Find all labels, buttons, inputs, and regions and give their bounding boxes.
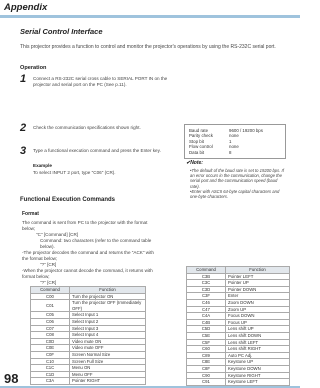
function-cell: Select Input 1 [70,312,146,319]
table-row [187,352,290,359]
command-cell: C3A [31,378,70,385]
column-header: Command [187,267,226,274]
section-title: Appendix [4,2,48,13]
table-row [31,371,146,378]
command-cell: C8F [187,365,226,372]
table-row [31,293,146,300]
command-cell: C5F [187,339,226,346]
example-label: Example [33,163,52,168]
command-cell: C47 [187,306,226,313]
function-cell: Lens shift RIGHT [226,346,290,353]
function-cell: Pointer UP [226,280,290,287]
command-cell: C90 [187,372,226,379]
function-cell: Focus UP [226,319,290,326]
format-line: "C" [Command] [CR] [36,232,79,237]
command-cell: C8E [187,359,226,366]
format-line: -When the projector cannot decode the command, it returns with format below; [22,268,153,279]
table-row [187,326,290,333]
function-cell: Pointer RIGHT [70,378,146,385]
command-cell: C4A [187,313,226,320]
function-cell: Lens shift DOWN [226,332,290,339]
table-row [187,359,290,366]
table-row [187,365,290,372]
table-header-row [187,267,290,274]
function-cell: Keystone RIGHT [226,372,290,379]
table-row [187,313,290,320]
command-cell: C4B [187,319,226,326]
function-cell: Select Input 4 [70,332,146,339]
command-cell: C60 [187,346,226,353]
table-row [187,319,290,326]
column-header: Command [31,287,70,294]
intro-paragraph: This projector provides a function to control and monitor the projector's operations by using the RS-232C serial port. [20,44,276,50]
page-title: Serial Control Interface [20,27,103,36]
command-cell: C00 [31,293,70,300]
format-line: -The projector decodes the command and returns the "ACK" with the format below; [22,250,154,261]
table-row [187,273,290,280]
step-text: Connect a RS-232C serial cross cable to SERIAL PORT IN on the projector and serial port on the PC (See p.11). [33,76,168,88]
command-cell: C91 [187,379,226,386]
function-cell: Menu ON [70,365,146,372]
function-cell: Keystone LEFT [226,379,290,386]
table-row [187,293,290,300]
table-row [187,339,290,346]
command-cell: C1D [31,371,70,378]
command-cell: C0D [31,338,70,345]
table-row [31,351,146,358]
spec-value: 8 [229,149,232,155]
function-cell: Menu OFF [70,371,146,378]
header-rule [0,15,300,18]
spec-row [189,150,281,155]
command-cell: C0F [31,351,70,358]
table-row [31,365,146,372]
command-table-left [30,286,146,385]
command-cell: C5D [187,326,226,333]
table-row [31,378,146,385]
function-cell: Enter [226,293,290,300]
table-row [187,379,290,386]
function-cell: Pointer DOWN [226,286,290,293]
function-cell: Focus DOWN [226,313,290,320]
spec-key: Data bit [189,149,205,155]
function-cell: Keystone UP [226,359,290,366]
format-description [22,220,160,286]
table-row [31,325,146,332]
command-cell: C08 [31,332,70,339]
column-header: Function [70,287,146,294]
function-cell: Screen Full Size [70,358,146,365]
function-cell: Zoom DOWN [226,299,290,306]
example-text: To select INPUT 2 port, type "C06" (CR). [33,170,116,175]
command-cell: C89 [187,352,226,359]
spec-value: none [229,133,239,139]
format-line: The command is sent from PC to the projector with the format below; [22,220,148,231]
step-number: 2 [20,122,27,134]
command-cell: C46 [187,299,226,306]
table-header-row [31,287,146,294]
note-title: ✔Note: [186,160,203,166]
command-cell: C3F [187,293,226,300]
command-table-right [186,266,290,386]
spec-key: Stop bit [189,138,204,144]
table-row [187,332,290,339]
function-cell: Pointer LEFT [226,273,290,280]
column-header: Function [226,267,290,274]
function-cell: Screen Normal Size [70,351,146,358]
step-text: Check the communication specifications shown right. [33,125,141,130]
function-cell: Turn the projector OFF (Immediately OFF) [70,300,146,312]
spec-value: 9600 / 19200 bps [229,128,263,133]
function-cell: Zoom UP [226,306,290,313]
function-cell: Lens shift UP [226,326,290,333]
step-number: 3 [20,145,27,157]
table-row [31,300,146,312]
note-item: •The default of the baud rate is set to 19200 bps. If an error occurs in the communication, change the serial port and the communication speed (baud rate). [190,168,284,189]
spec-value: 1 [229,138,232,144]
spec-key: Baud rate [189,128,209,133]
table-row [187,286,290,293]
command-cell: C3C [187,280,226,287]
command-cell: C05 [31,312,70,319]
step-text: Type a functional execution command and press the Enter key. [33,148,161,153]
function-cell: Video mute OFF [70,345,146,352]
format-line: "?" [CR] [40,280,57,285]
table-row [31,358,146,365]
command-cell: C5E [187,332,226,339]
function-cell: Lens shift LEFT [226,339,290,346]
functional-heading: Functional Execution Commands [20,197,116,203]
spec-key: Parity check [189,133,213,139]
note-item: •Enter with ASCII 64-byte capital characters and one-byte characters. [190,188,280,200]
table-row [187,372,290,379]
appendix-header [0,0,300,18]
spec-value: none [229,144,239,150]
table-row [187,280,290,287]
step-number: 1 [20,73,27,85]
command-cell: C07 [31,325,70,332]
function-cell: Keystone DOWN [226,365,290,372]
operation-heading: Operation [20,65,47,71]
table-row [31,338,146,345]
table-row [31,312,146,319]
table-row [187,299,290,306]
page-number: 98 [4,371,19,386]
function-cell: Video mute ON [70,338,146,345]
format-line: "?" [CR] [40,262,57,267]
spec-key: Flow control [189,144,213,150]
function-cell: Select Input 2 [70,318,146,325]
command-cell: C3B [187,273,226,280]
function-cell: Auto PC Adj. [226,352,290,359]
function-cell: Turn the projector ON [70,293,146,300]
function-cell: Select Input 3 [70,325,146,332]
command-cell: C06 [31,318,70,325]
command-cell: C3D [187,286,226,293]
table-row [31,332,146,339]
command-cell: C10 [31,358,70,365]
table-row [187,306,290,313]
command-cell: C1C [31,365,70,372]
command-cell: C01 [31,300,70,312]
format-heading: Format [22,211,39,217]
table-row [31,318,146,325]
command-cell: C0E [31,345,70,352]
table-row [31,345,146,352]
table-row [187,346,290,353]
note-list [190,168,288,199]
format-line: Command: two characters (refer to the command table below). [40,238,152,249]
communication-specs [184,124,286,159]
